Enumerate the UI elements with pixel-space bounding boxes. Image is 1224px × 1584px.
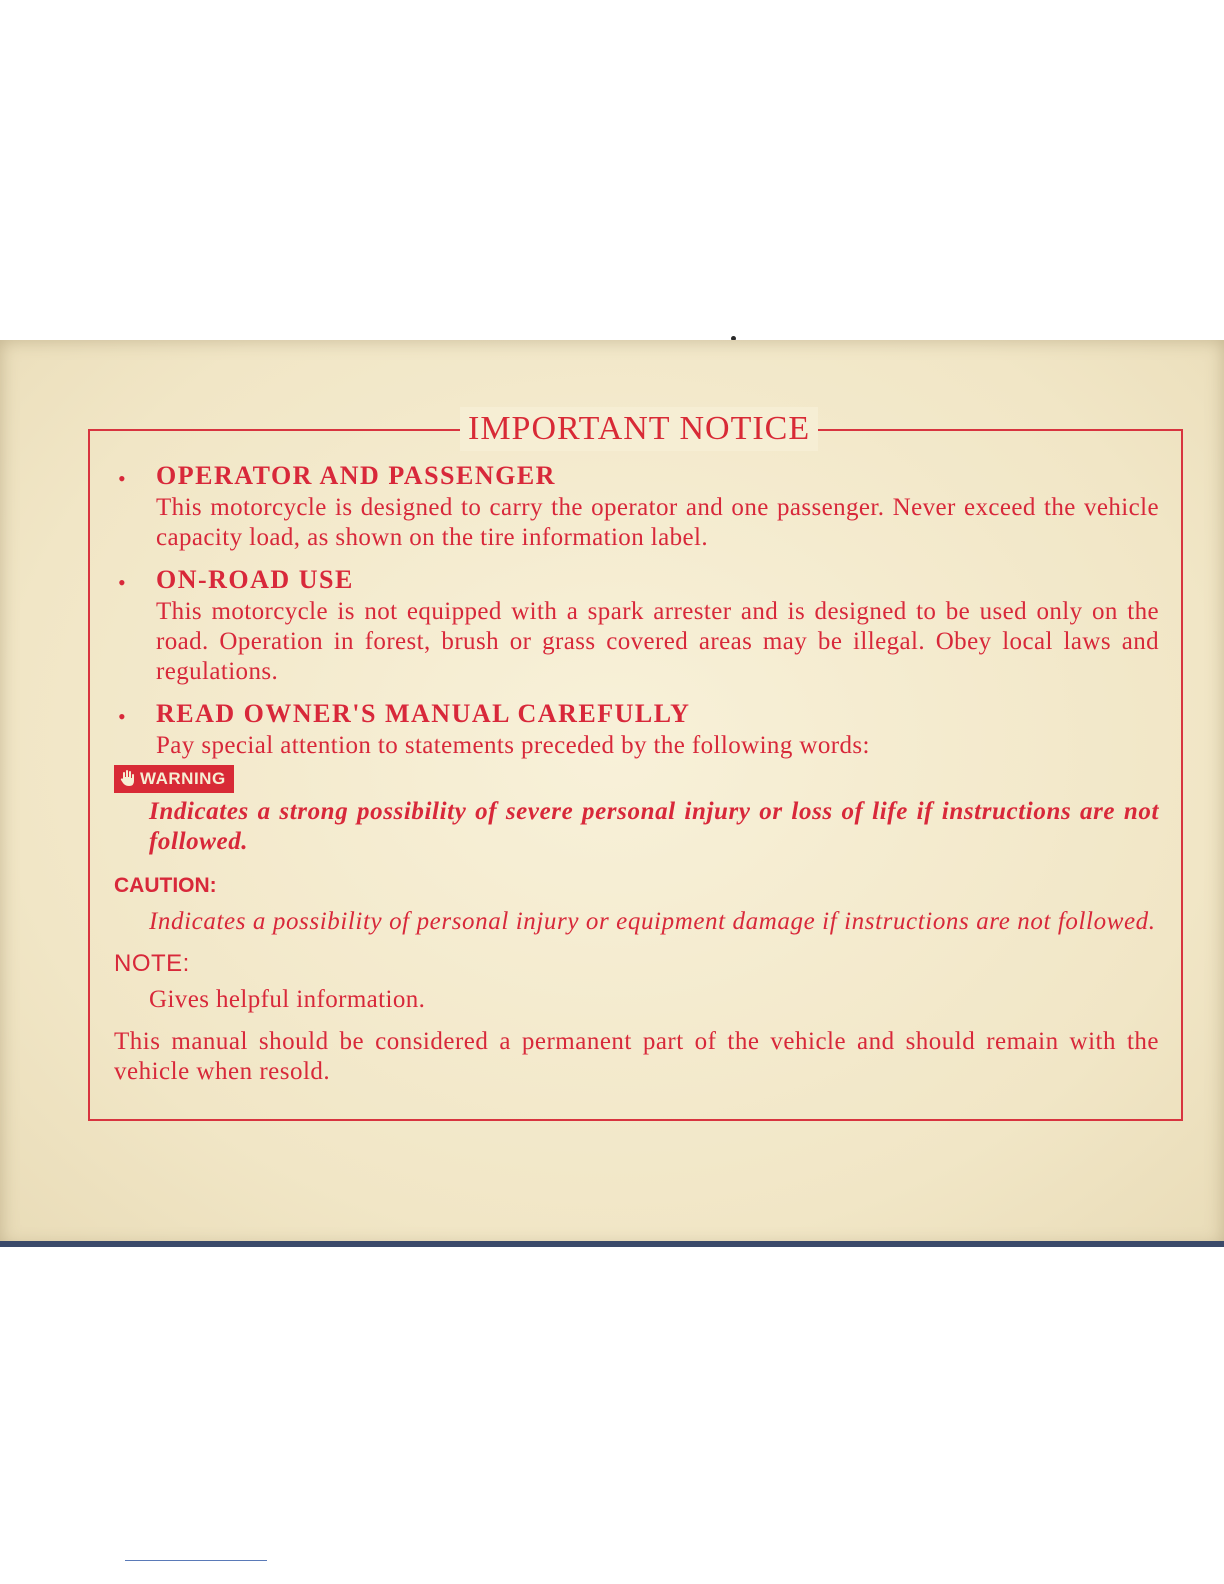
note-text: Gives helpful information. xyxy=(149,986,426,1013)
section-on-road-use xyxy=(114,565,1159,687)
warning-label: WARNING xyxy=(140,769,226,788)
caution-text: Indicates a possibility of personal injury or equipment damage if instructions are not followed. xyxy=(149,908,1156,935)
section-text: This motorcycle is designed to carry the operator and one passenger. Never exceed the vehicle capacity load, as shown on the tire information label. xyxy=(156,494,1159,551)
scanned-page xyxy=(0,340,1224,1247)
notice-title: IMPORTANT NOTICE xyxy=(460,407,818,451)
closing-text: This manual should be considered a permanent part of the vehicle and should remain with the vehicle when resold. xyxy=(114,1028,1159,1085)
footer-rule xyxy=(125,1560,267,1561)
warning-badge xyxy=(114,765,234,793)
note-block xyxy=(114,949,1159,1015)
notice-frame xyxy=(88,410,1183,1121)
bullet: • xyxy=(118,466,126,491)
section-read-manual xyxy=(114,699,1159,761)
caution-label: CAUTION: xyxy=(114,874,217,897)
bullet: • xyxy=(118,570,126,595)
caution-block xyxy=(114,871,1159,937)
section-heading: ON-ROAD USE xyxy=(156,565,354,594)
section-heading: READ OWNER'S MANUAL CAREFULLY xyxy=(156,699,691,728)
section-text: This motorcycle is not equipped with a spark arrester and is designed to be used only on the road. Operation in forest, brush or grass covered areas may be illegal. Obey local laws and regulations. xyxy=(156,598,1159,685)
warning-text: Indicates a strong possibility of severe personal injury or loss of life if instructions are not followed. xyxy=(149,798,1159,855)
section-heading: OPERATOR AND PASSENGER xyxy=(156,461,556,490)
hand-icon xyxy=(120,769,136,787)
warning-block xyxy=(114,761,1159,857)
section-text: Pay special attention to statements preceded by the following words: xyxy=(156,732,870,759)
section-operator-passenger xyxy=(114,461,1159,553)
bullet: • xyxy=(118,704,126,729)
note-label: NOTE: xyxy=(114,950,190,977)
notice-content xyxy=(114,461,1159,1087)
